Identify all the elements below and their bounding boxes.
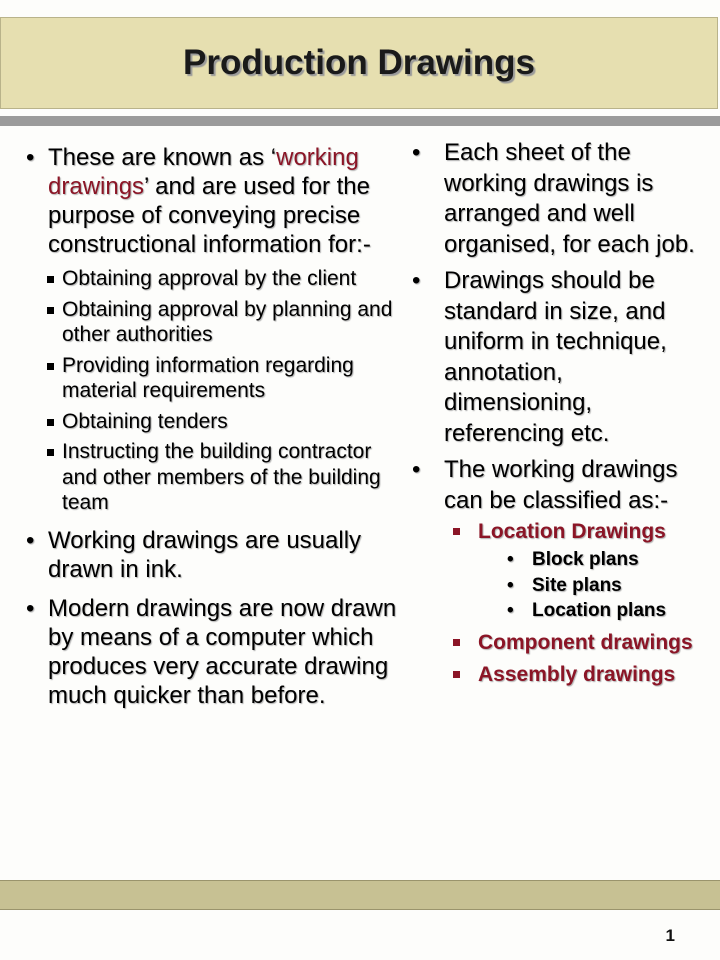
bullet-text: Drawings should be standard in size, and uniform in technique, annotation, dimensioning, referencing etc. (444, 267, 667, 447)
location-type-text: Block plans (532, 549, 639, 570)
list-item (24, 143, 402, 516)
purpose-text: Obtaining approval by planning and other authorities (62, 297, 393, 346)
square-bullet-icon (47, 307, 54, 314)
bullet-icon: • (507, 600, 514, 621)
square-bullet-icon (47, 449, 54, 456)
class-label-location: Location Drawings (478, 520, 666, 543)
bullet-text: Each sheet of the working drawings is arranged and well organised, for each job. (444, 139, 695, 258)
left-column (24, 143, 402, 720)
right-column (410, 138, 708, 694)
bullet-icon: • (412, 456, 421, 483)
bullet-text: Working drawings are usually drawn in ink. (48, 526, 362, 583)
highlight-term: working drawings (48, 144, 359, 200)
drawing-class-list (444, 518, 708, 688)
slide-title: Production Drawings (183, 43, 535, 82)
list-item (24, 439, 402, 516)
list-item (410, 547, 708, 573)
location-type-text: Site plans (532, 574, 622, 596)
purpose-text: Obtaining tenders (62, 409, 228, 433)
list-item (410, 661, 708, 688)
purpose-list (48, 266, 402, 516)
title-band (0, 17, 718, 109)
list-item (24, 594, 402, 710)
left-bullet-list (24, 143, 402, 710)
list-item (410, 518, 708, 624)
list-item (24, 266, 402, 292)
bullet-text: The working drawings can be classified as:- (444, 456, 678, 514)
square-bullet-icon (453, 639, 460, 646)
square-bullet-icon (453, 528, 460, 535)
square-bullet-icon (47, 363, 54, 370)
intro-text-before: These are known as ‘ (48, 144, 277, 171)
intro-text-after: ’ and are used for the purpose of conveying precise constructional information for:- (48, 173, 371, 258)
list-item (24, 409, 402, 435)
page-number: 1 (665, 926, 675, 945)
list-item (410, 266, 708, 449)
square-bullet-icon (47, 419, 54, 426)
list-item (410, 455, 708, 688)
bullet-icon: • (507, 574, 514, 596)
title-divider (0, 116, 720, 126)
list-item (410, 573, 708, 599)
class-label-assembly: Assembly drawings (478, 662, 676, 686)
purpose-text: Providing information regarding material requirements (62, 353, 354, 402)
list-item (410, 598, 708, 624)
square-bullet-icon (47, 276, 54, 283)
bullet-icon: • (26, 144, 35, 171)
list-item (24, 353, 402, 404)
list-item (410, 629, 708, 656)
list-item (24, 526, 402, 584)
class-label-component: Component drawings (478, 630, 693, 654)
bullet-icon: • (507, 549, 514, 570)
right-bullet-list (410, 138, 708, 688)
purpose-text: Instructing the building contractor and other members of the building team (62, 440, 381, 514)
square-bullet-icon (453, 671, 460, 678)
bullet-icon: • (26, 526, 35, 554)
location-type-list (478, 547, 708, 624)
list-item (410, 138, 708, 260)
purpose-text: Obtaining approval by the client (62, 267, 357, 290)
bullet-text: Modern drawings are now drawn by means of a computer which produces very accurate drawing much quicker than before. (48, 594, 397, 709)
bullet-icon: • (26, 594, 35, 622)
bullet-icon: • (412, 267, 421, 294)
footer-band (0, 880, 720, 910)
bullet-icon: • (412, 139, 421, 166)
location-type-text: Location plans (532, 600, 667, 621)
list-item (24, 297, 402, 348)
